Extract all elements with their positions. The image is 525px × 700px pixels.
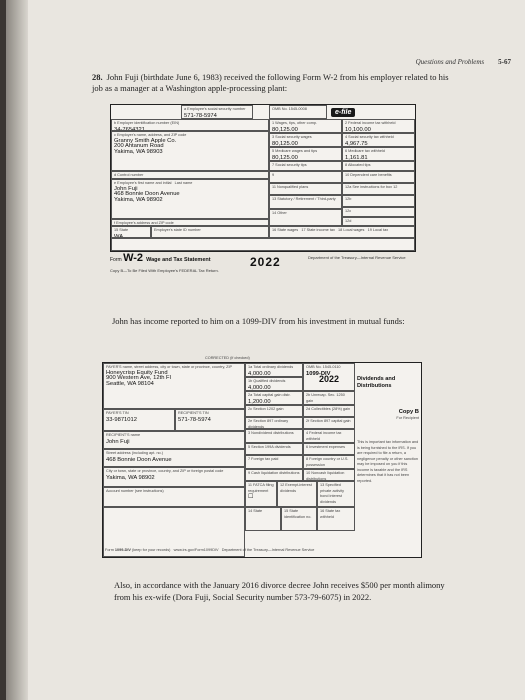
w2-box7: 7 Social security tips (269, 161, 342, 171)
w2-omb-box: OMB No. 1545-0008 (269, 105, 327, 119)
paragraph-alimony: Also, in accordance with the January 2016 divorce decree John receives $500 per month alimony from his ex-wife (Dora Fuji, Social Security number 573-79-6075) in 2022. (114, 580, 445, 602)
div-box2c: 2c Section 1202 gain (245, 405, 303, 417)
efile-badge: e-file (331, 108, 355, 117)
div-recipient-name: RECIPIENT'S name John Fuji (103, 431, 245, 449)
div-box10: 10 Noncash liquidation distributions (303, 469, 355, 481)
w2-employee-address-label: f Employee's address and ZIP code (111, 219, 269, 226)
div-box6: 6 Investment expenses (303, 443, 355, 455)
w2-box9: 9 (269, 171, 342, 183)
book-spine-shadow (6, 0, 28, 700)
w2-box3: 3 Social security wages 80,125.00 (269, 133, 342, 147)
w2-box12c: 12c (342, 207, 415, 217)
w2-box1: 1 Wages, tips, other comp. 80,125.00 (269, 119, 342, 133)
w2-box5: 5 Medicare wages and tips 80,125.00 (269, 147, 342, 161)
div-recipient-street: Street address (including apt. no.) 468 Bonnie Doon Avenue (103, 449, 245, 467)
div-footer: Form 1099-DIV (keep for your records) www.irs.gov/Form1099DIV Department of the Treasury—Internal Revenue Service (105, 548, 315, 552)
div-box12: 12 Exempt-interest dividends (277, 481, 317, 507)
w2-box12a: 12a See instructions for box 12 (342, 183, 415, 195)
w2-form-label: Form W-2 Wage and Tax Statement (110, 252, 211, 264)
div-box2d: 2d Collectibles (28%) gain (303, 405, 355, 417)
div-box2a: 2a Total capital gain distr. 1,200.00 (245, 391, 303, 405)
w2-box14: 14 Other (269, 209, 342, 226)
div-box1b: 1b Qualified dividends 4,000.00 (245, 377, 303, 391)
div-recipient-city: City or town, state or province, country, and ZIP or foreign postal code Yakima, WA 98902 (103, 467, 245, 487)
w2-local-row (111, 238, 415, 251)
w2-control-box: d Control number (111, 171, 269, 179)
w2-state-box: 15 State WA (111, 226, 151, 238)
div-title-box: Dividends and Distributions (357, 376, 396, 389)
w2-box11: 11 Nonqualified plans (269, 183, 342, 195)
w2-state-wages-box: Employer's state ID number (151, 226, 269, 238)
w2-box13: 13 Statutory / Retirement / Third-party (269, 195, 342, 209)
div-box8: 8 Foreign country or U.S. possession (303, 455, 355, 469)
div-box15: 15 State identification no. (281, 507, 317, 531)
w2-box6: 6 Medicare tax withheld 1,161.81 (342, 147, 415, 161)
div-box3: 3 Nondividend distributions (245, 429, 303, 443)
w2-box12d: 12d (342, 217, 415, 226)
div-payer-box: PAYER'S name, street address, city or town, state or province, country, ZIP Honeycrisp Equity Fund 900 Western Ave, 12th Fl Seattle, WA 98104 (103, 363, 245, 409)
w2-ssn-box: a Employee's social security number 571-78-5974 (181, 105, 253, 119)
div-box1a: 1a Total ordinary dividends 4,000.00 (245, 363, 303, 377)
div-form-id: OMB No. 1545-0110 1099-DIV 2022 (303, 363, 355, 391)
w2-box10: 10 Dependent care benefits (342, 171, 415, 183)
w2-box4: 4 Social security tax withheld 4,967.75 (342, 133, 415, 147)
div-box2f: 2f Section 897 capital gain (303, 417, 355, 429)
div-box2e: 2e Section 897 ordinary dividends (245, 417, 303, 429)
div-account-box: Account number (see instructions) (103, 487, 245, 507)
w2-dept-note: Department of the Treasury—Internal Revenue Service (308, 255, 406, 260)
w2-state-wages-2: 16 State wages 17 State income tax 18 Local wages 19 Local tax (269, 226, 415, 238)
div-box5: 5 Section 199A dividends (245, 443, 303, 455)
w2-box2: 2 Federal income tax withheld 10,100.00 (342, 119, 415, 133)
w2-copy-note: Copy B—To Be Filed With Employee's FEDERAL Tax Return. (110, 268, 219, 273)
w2-box12b: 12b (342, 195, 415, 207)
div-notice-box: This is important tax information and is being furnished to the IRS. If you are required to file a return, a negligence penalty or other sanction may be imposed on you if this income is taxable and the IRS determines that it has not been reported. (357, 440, 419, 483)
question-28: 28. John Fuji (birthdate June 6, 1983) received the following Form W-2 from his employer related to his job as a manager at a Washington apple-processing plant: (92, 72, 449, 93)
div-box7: 7 Foreign tax paid (245, 455, 303, 469)
div-payer-tin: PAYER'S TIN 33-9871012 (103, 409, 175, 431)
textbook-page (6, 0, 525, 700)
div-box13: 13 Specified private activity bond interest dividends (317, 481, 355, 507)
div-box4: 4 Federal income tax withheld (303, 429, 355, 443)
div-box2b: 2b Unrecap. Sec. 1250 gain (303, 391, 355, 405)
div-copy-box: Copy B For Recipient (396, 409, 419, 420)
div-box9: 9 Cash liquidation distributions (245, 469, 303, 481)
div-box11: 11 FATCA filing requirement ☐ (245, 481, 277, 507)
div-box14: 14 State (245, 507, 281, 531)
div-box16: 16 State tax withheld (317, 507, 355, 531)
w2-ein-box: b Employer identification number (EIN) 34-7654321 (111, 119, 269, 131)
w2-year: 2022 (250, 255, 281, 269)
w2-employee-box: e Employee's first name and initial Last name John Fuji 468 Bonnie Doon Avenue Yakima, WA 98902 (111, 179, 269, 219)
div-recipient-tin: RECIPIENT'S TIN 571-78-5974 (175, 409, 245, 431)
w2-box8: 8 Allocated tips (342, 161, 415, 171)
div-corrected: CORRECTED (if checked) (205, 356, 250, 360)
1099-div-form (102, 356, 422, 558)
paragraph-1099-div: John has income reported to him on a 1099-DIV from his investment in mutual funds: (112, 316, 405, 326)
running-header: Questions and Problems 5-67 (415, 58, 511, 66)
w2-employer-box: c Employer's name, address, and ZIP code Granny Smith Apple Co. 200 Ahtanum Road Yakima, WA 98903 (111, 131, 269, 171)
w2-form (110, 104, 416, 252)
